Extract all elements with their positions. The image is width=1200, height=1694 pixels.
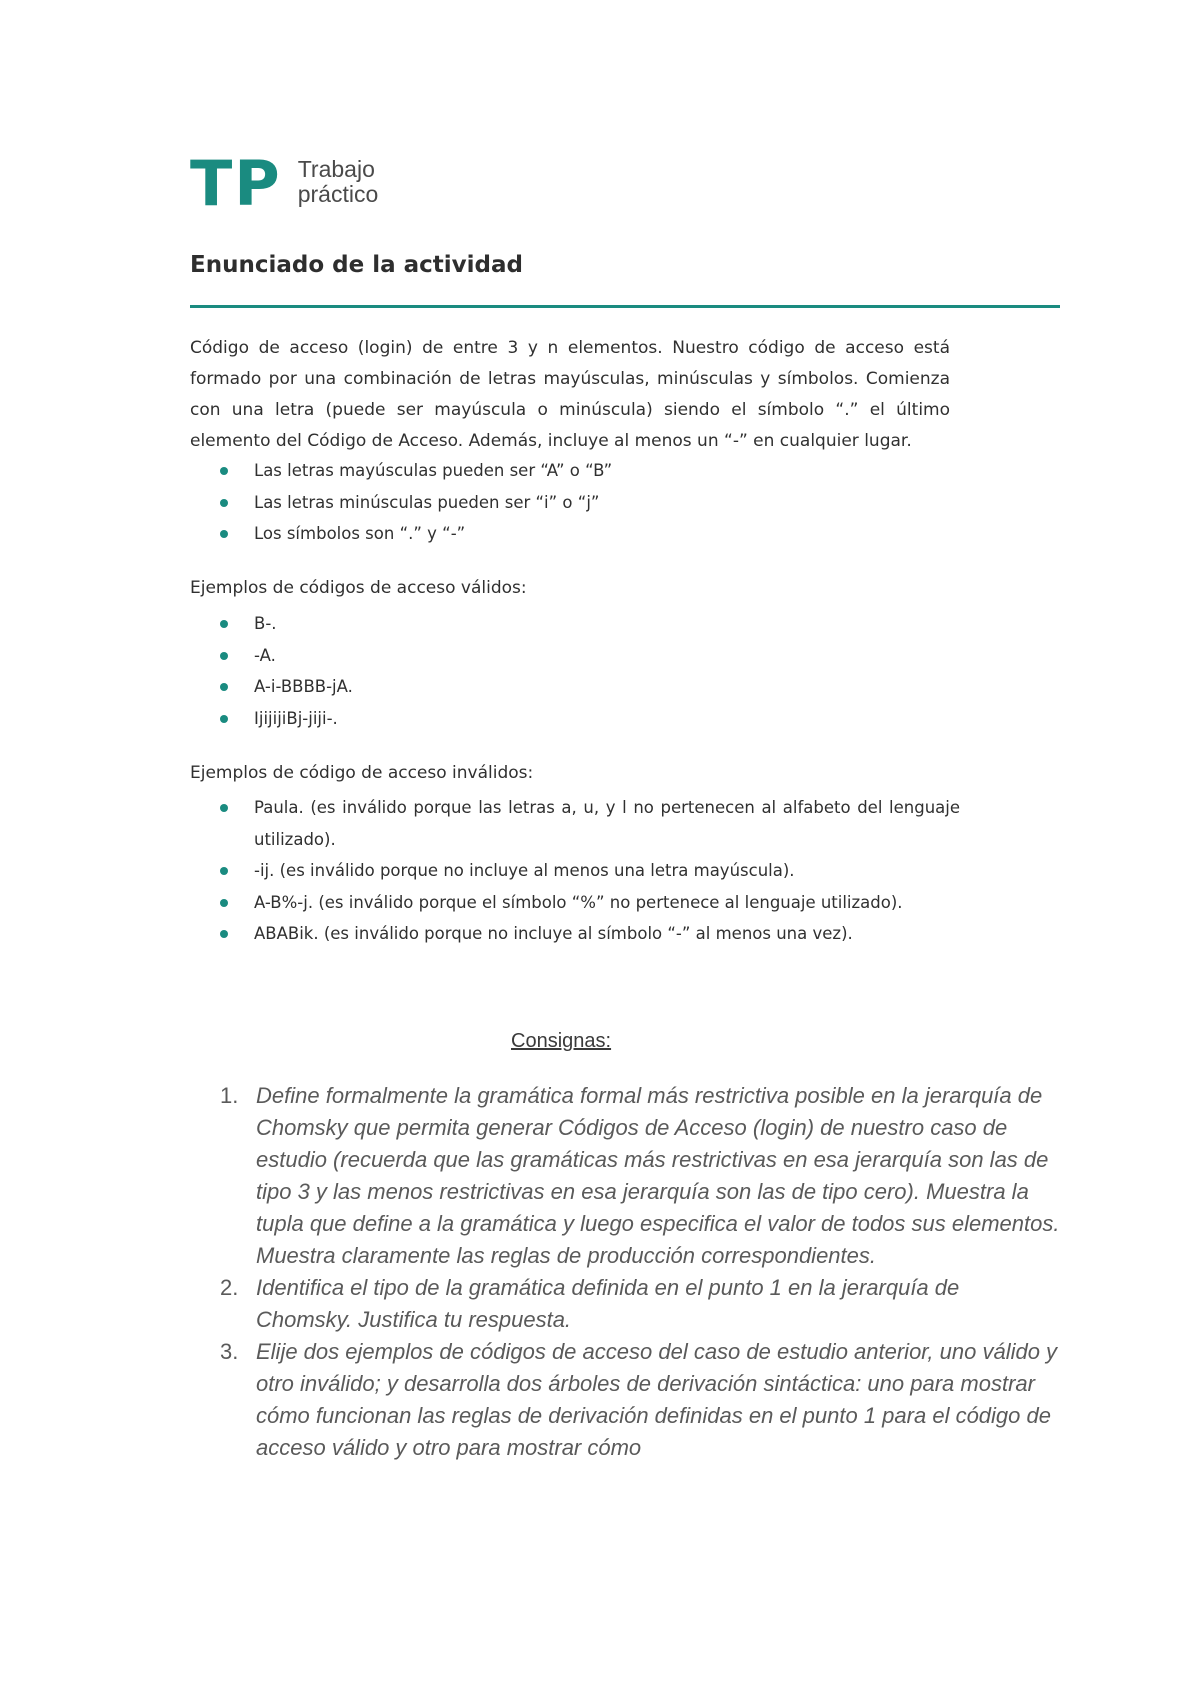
valid-examples-list [220, 608, 353, 734]
consignas-title: Consignas: [511, 1030, 612, 1052]
bullet-icon [220, 499, 228, 507]
page-title: Enunciado de la actividad [190, 252, 523, 278]
list-item: -ij. (es inválido porque no incluye al menos una letra mayúscula). [220, 855, 960, 887]
intro-paragraph: Código de acceso (login) de entre 3 y n elementos. Nuestro código de acceso está formado por una combinación de letras mayúsculas, minúsculas y símbolos. Comienza con una letra (puede ser mayúscula o minúscula) siendo el símbolo “.” el último elemento del Código de Acceso. Además, incluye al menos un “-” en cualquier lugar. [190, 338, 950, 451]
logo-mark: TP [190, 147, 282, 220]
item-number: 3. [220, 1339, 239, 1364]
invalid-examples-list [220, 792, 960, 950]
bullet-icon [220, 930, 228, 938]
bullet-icon [220, 683, 228, 691]
consignas-list [220, 1080, 1060, 1464]
logo-line-2: práctico [297, 181, 379, 207]
bullet-icon [220, 899, 228, 907]
list-item: Las letras minúsculas pueden ser “i” o “j” [220, 487, 612, 519]
list-item [220, 1272, 1060, 1336]
list-item: A-B%-j. (es inválido porque el símbolo “%” no pertenece al lenguaje utilizado). [220, 887, 960, 919]
bullet-icon [220, 467, 228, 475]
list-item: -A. [220, 640, 353, 672]
item-text: Elije dos ejemplos de códigos de acceso del caso de estudio anterior, uno válido y otro inválido; y desarrolla dos árboles de derivación sintáctica: uno para mostrar cómo funcionan las reglas de derivación definidas en el punto 1 para el código de acceso válido y otro para mostrar cómo [256, 1339, 1058, 1460]
bullet-icon [220, 867, 228, 875]
logo-text [298, 157, 379, 207]
list-item [220, 1336, 1060, 1464]
bullet-icon [220, 804, 228, 812]
bullet-icon [220, 620, 228, 628]
list-item: A-i-BBBB-jA. [220, 671, 353, 703]
list-item: Los símbolos son “.” y “-” [220, 518, 612, 550]
item-text: Define formalmente la gramática formal más restrictiva posible en la jerarquía de Chomsky que permita generar Códigos de Acceso (login) de nuestro caso de estudio (recuerda que las gramáticas más restrictivas en esa jerarquía son las de tipo 3 y las menos restrictivas en esa jerarquía son las de tipo cero). Muestra la tupla que define a la gramática y luego especifica el valor de todos sus elementos. Muestra claramente las reglas de producción correspondientes. [256, 1083, 1060, 1268]
item-number: 1. [220, 1083, 239, 1108]
rules-list [220, 455, 612, 550]
list-item: IjijijiBj-jiji-. [220, 703, 353, 735]
valid-examples-title: Ejemplos de códigos de acceso válidos: [190, 578, 527, 598]
logo-line-1: Trabajo [297, 156, 375, 182]
invalid-examples-title: Ejemplos de código de acceso inválidos: [190, 763, 534, 783]
item-text: Identifica el tipo de la gramática definida en el punto 1 en la jerarquía de Chomsky. Justifica tu respuesta. [256, 1275, 960, 1332]
bullet-icon [220, 652, 228, 660]
list-item: B-. [220, 608, 353, 640]
list-item: ABABik. (es inválido porque no incluye al símbolo “-” al menos una vez). [220, 918, 960, 950]
item-number: 2. [220, 1275, 239, 1300]
logo [190, 147, 379, 220]
list-item [220, 1080, 1060, 1272]
list-item: Las letras mayúsculas pueden ser “A” o “B” [220, 455, 612, 487]
bullet-icon [220, 530, 228, 538]
title-divider [190, 305, 1060, 308]
bullet-icon [220, 715, 228, 723]
list-item: Paula. (es inválido porque las letras a, u, y l no pertenecen al alfabeto del lenguaje utilizado). [220, 792, 960, 855]
